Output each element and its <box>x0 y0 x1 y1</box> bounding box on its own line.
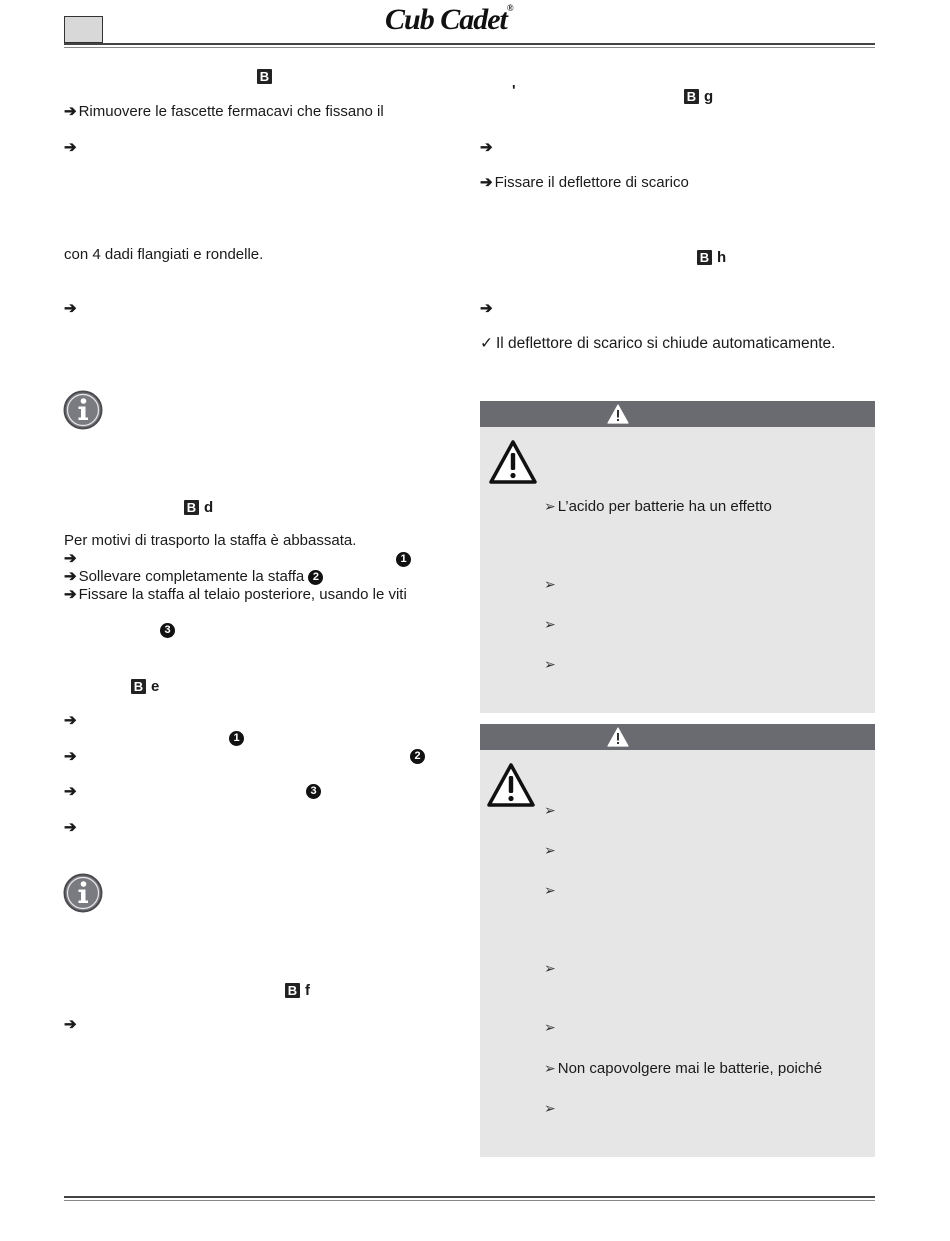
warning-panel-1 <box>480 401 875 713</box>
section-badge: B <box>697 250 712 265</box>
warning1-item-2 <box>544 575 558 594</box>
step-text: Rimuovere le fascette fermacavi che fissano il <box>78 103 384 120</box>
step-arrow <box>64 300 79 318</box>
result-h <box>480 335 835 353</box>
arrow-icon: ➔ <box>64 103 77 120</box>
step-f1 <box>64 1016 79 1034</box>
brand-logo <box>385 3 513 35</box>
section-badge: B <box>131 679 146 694</box>
arrow-icon: ➔ <box>64 819 77 836</box>
arrow-icon: ➔ <box>64 783 77 800</box>
step-d2 <box>64 568 323 586</box>
warning2-item-7 <box>544 1099 558 1118</box>
section-g-heading <box>684 88 713 106</box>
step-text: Fissare il deflettore di scarico <box>494 174 689 191</box>
section-badge: B <box>285 983 300 998</box>
step-text: Sollevare completamente la staffa <box>78 568 305 585</box>
arrow-icon: ➔ <box>64 139 77 156</box>
info-icon <box>63 390 103 430</box>
chevron-icon: ➢ <box>544 616 556 632</box>
warning1-item-1 <box>544 497 772 516</box>
footer-rule <box>64 1196 875 1198</box>
section-badge: B <box>184 500 199 515</box>
warning-header-icon <box>607 404 629 424</box>
arrow-icon: ➔ <box>64 748 77 765</box>
warning-header-icon <box>607 727 629 747</box>
step-d3 <box>64 586 407 604</box>
section-badge: B <box>257 69 272 84</box>
section-letter: g <box>704 88 714 105</box>
arrow-icon: ➔ <box>64 712 77 729</box>
chevron-icon: ➢ <box>544 1060 556 1076</box>
warning2-item-1 <box>544 801 558 820</box>
chevron-icon: ➢ <box>544 1019 556 1035</box>
check-icon: ✓ <box>480 335 493 352</box>
step-d1 <box>64 550 79 568</box>
text-flange-nuts: con 4 dadi flangiati e rondelle. <box>64 246 264 263</box>
arrow-icon: ➔ <box>64 568 77 585</box>
number-3-icon: 3 <box>160 623 175 638</box>
chevron-icon: ➢ <box>544 498 556 514</box>
para-bracket-lowered: Per motivi di trasporto la staffa è abbassata. <box>64 532 357 549</box>
info-icon <box>63 873 103 913</box>
chevron-icon: ➢ <box>544 882 556 898</box>
section-e-heading <box>131 678 159 696</box>
arrow-icon: ➔ <box>480 174 493 191</box>
step-e3 <box>64 783 79 801</box>
step-g1 <box>480 139 495 157</box>
page-number-box <box>64 16 103 43</box>
section-letter: f <box>305 982 310 999</box>
section-h-heading <box>697 249 726 267</box>
arrow-icon: ➔ <box>64 550 77 567</box>
warning-panel-2 <box>480 724 875 1157</box>
apostrophe-mark: ' <box>512 82 516 99</box>
chevron-icon: ➢ <box>544 842 556 858</box>
arrow-icon: ➔ <box>480 139 493 156</box>
arrow-icon: ➔ <box>480 300 493 317</box>
warning2-item-4 <box>544 959 558 978</box>
number-2-icon: 2 <box>308 570 323 585</box>
step-e4 <box>64 819 79 837</box>
warning-triangle-icon <box>486 762 536 808</box>
section-d-heading <box>184 499 213 517</box>
section-letter: h <box>717 249 727 266</box>
warning2-item-5 <box>544 1018 558 1037</box>
number-1-icon: 1 <box>229 731 244 746</box>
chevron-icon: ➢ <box>544 576 556 592</box>
warning-text: L’acido per batterie ha un effetto <box>557 498 772 515</box>
number-3-icon: 3 <box>306 784 321 799</box>
warning-triangle-icon <box>488 439 538 485</box>
step-e2 <box>64 748 79 766</box>
arrow-icon: ➔ <box>64 586 77 603</box>
step-remove-cable-ties <box>64 103 384 121</box>
header-rule-thin <box>64 47 875 48</box>
chevron-icon: ➢ <box>544 802 556 818</box>
brand-trademark: ® <box>506 3 513 13</box>
number-1-icon: 1 <box>396 552 411 567</box>
warning2-item-6 <box>544 1059 822 1078</box>
arrow-icon: ➔ <box>64 1016 77 1033</box>
section-letter: d <box>204 499 214 516</box>
arrow-icon: ➔ <box>64 300 77 317</box>
section-b-heading <box>257 68 272 86</box>
step-h1 <box>480 300 495 318</box>
step-e1 <box>64 712 79 730</box>
section-badge: B <box>684 89 699 104</box>
number-2-icon: 2 <box>410 749 425 764</box>
step-g2 <box>480 174 689 192</box>
chevron-icon: ➢ <box>544 1100 556 1116</box>
chevron-icon: ➢ <box>544 656 556 672</box>
warning1-item-3 <box>544 615 558 634</box>
warning-header <box>480 724 875 750</box>
brand-name: Cub Cadet <box>385 3 507 36</box>
result-text: Il deflettore di scarico si chiude automaticamente. <box>496 335 836 352</box>
warning-header <box>480 401 875 427</box>
section-letter: e <box>151 678 160 695</box>
header-rule <box>64 43 875 45</box>
section-f-heading <box>285 982 310 1000</box>
warning1-item-4 <box>544 655 558 674</box>
warning2-item-2 <box>544 841 558 860</box>
footer-rule-thin <box>64 1200 875 1201</box>
warning2-item-3 <box>544 881 558 900</box>
warning-text: Non capovolgere mai le batterie, poiché <box>557 1060 823 1077</box>
step-text: Fissare la staffa al telaio posteriore, usando le viti <box>78 586 407 603</box>
step-arrow <box>64 139 79 157</box>
chevron-icon: ➢ <box>544 960 556 976</box>
